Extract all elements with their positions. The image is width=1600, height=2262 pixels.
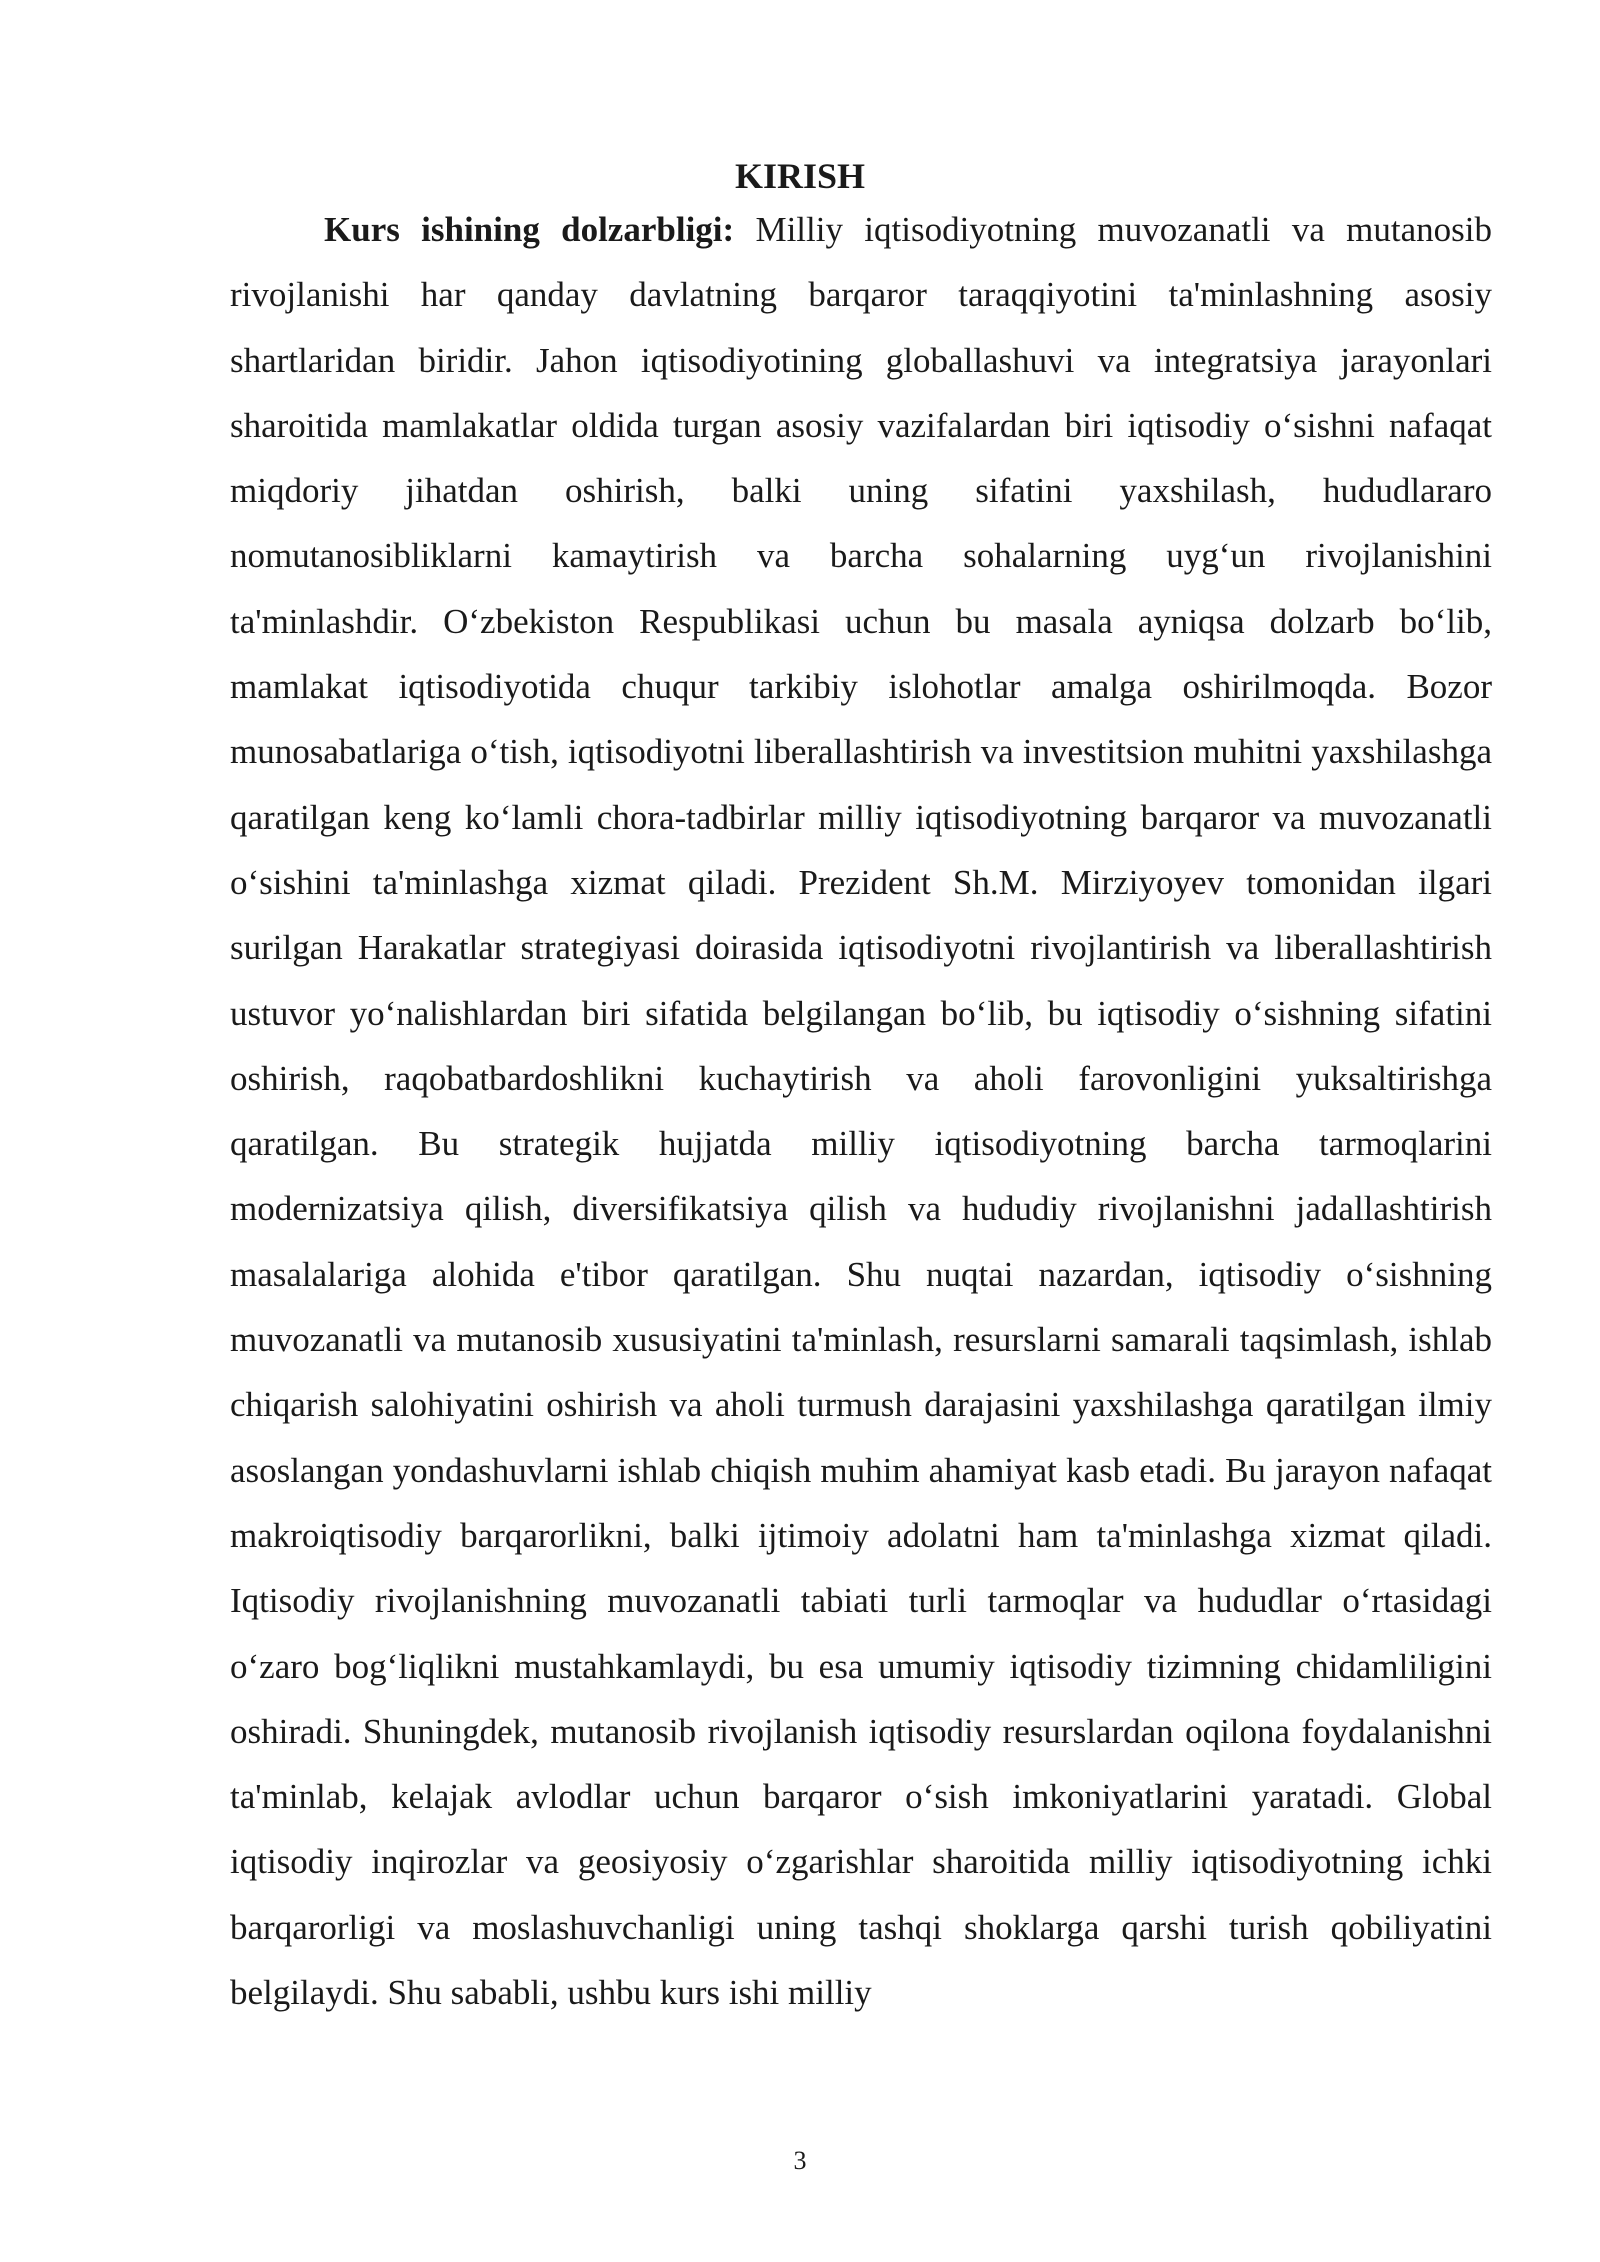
page-number: 3 (793, 2146, 807, 2175)
paragraph-text: Milliy iqtisodiyotning muvozanatli va mutanosib rivojlanishi har qanday davlatning barqaror taraqqiyotini ta'minlashning asosiy shartlaridan biridir. Jahon iqtisodiyotining globallashuvi va integratsiya jarayonlari sharoitida mamlakatlar oldida turgan asosiy vazifalardan biri iqtisodiy oʻsishni nafaqat miqdoriy jihatdan oshirish, balki uning sifatini yaxshilash, hududlararo nomutanosibliklarni kamaytirish va barcha sohalarning uygʻun rivojlanishini ta'minlashdir. Oʻzbekiston Respublikasi uchun bu masala ayniqsa dolzarb boʻlib, mamlakat iqtisodiyotida chuqur tarkibiy islohotlar amalga oshirilmoqda. Bozor munosabatlariga oʻtish, iqtisodiyotni liberallashtirish va investitsion muhitni yaxshilashga qaratilgan keng koʻlamli chora-tadbirlar milliy iqtisodiyotning barqaror va muvozanatli oʻsishini ta'minlashga xizmat qiladi. Prezident Sh.M. Mirziyoyev tomonidan ilgari surilgan Harakatlar strategiyasi doirasida iqtisodiyotni rivojlantirish va liberallashtirish ustuvor yoʻnalishlardan biri sifatida belgilangan boʻlib, bu iqtisodiy oʻsishning sifatini oshirish, raqobatbardoshlikni kuchaytirish va aholi farovonligini yuksaltirishga qaratilgan. Bu strategik hujjatda milliy iqtisodiyotning barcha tarmoqlarini modernizatsiya qilish, diversifikatsiya qilish va hududiy rivojlanishni jadallashtirish masalalariga alohida e'tibor qaratilgan. Shu nuqtai nazardan, iqtisodiy oʻsishning muvozanatli va mutanosib xususiyatini ta'minlash, resurslarni samarali taqsimlash, ishlab chiqarish salohiyatini oshirish va aholi turmush darajasini yaxshilashga qaratilgan ilmiy asoslangan yondashuvlarni ishlab chiqish muhim ahamiyat kasb etadi. Bu jarayon nafaqat makroiqtisodiy barqarorlikni, balki ijtimoiy adolatni ham ta'minlashga xizmat qiladi. Iqtisodiy rivojlanishning muvozanatli tabiati turli tarmoqlar va hududlar oʻrtasidagi oʻzaro bogʻliqlikni mustahkamlaydi, bu esa umumiy iqtisodiy tizimning chidamliligini oshiradi. Shuningdek, mutanosib rivojlanish iqtisodiy resurslardan oqilona foydalanishni ta'minlab, kelajak avlodlar uchun barqaror oʻsish imkoniyatlarini yaratadi. Global iqtisodiy inqirozlar va geosiyosiy oʻzgarishlar sharoitida milliy iqtisodiyotning ichki barqarorligi va moslashuvchanligi uning tashqi shoklarga qarshi turish qobiliyatini belgilaydi. Shu sababli, ushbu kurs ishi milliy (230, 210, 1492, 2013)
body-paragraph (230, 197, 1492, 2025)
section-heading: KIRISH (734, 156, 866, 196)
paragraph-lead-label: Kurs ishining dolzarbligi: (324, 210, 735, 249)
